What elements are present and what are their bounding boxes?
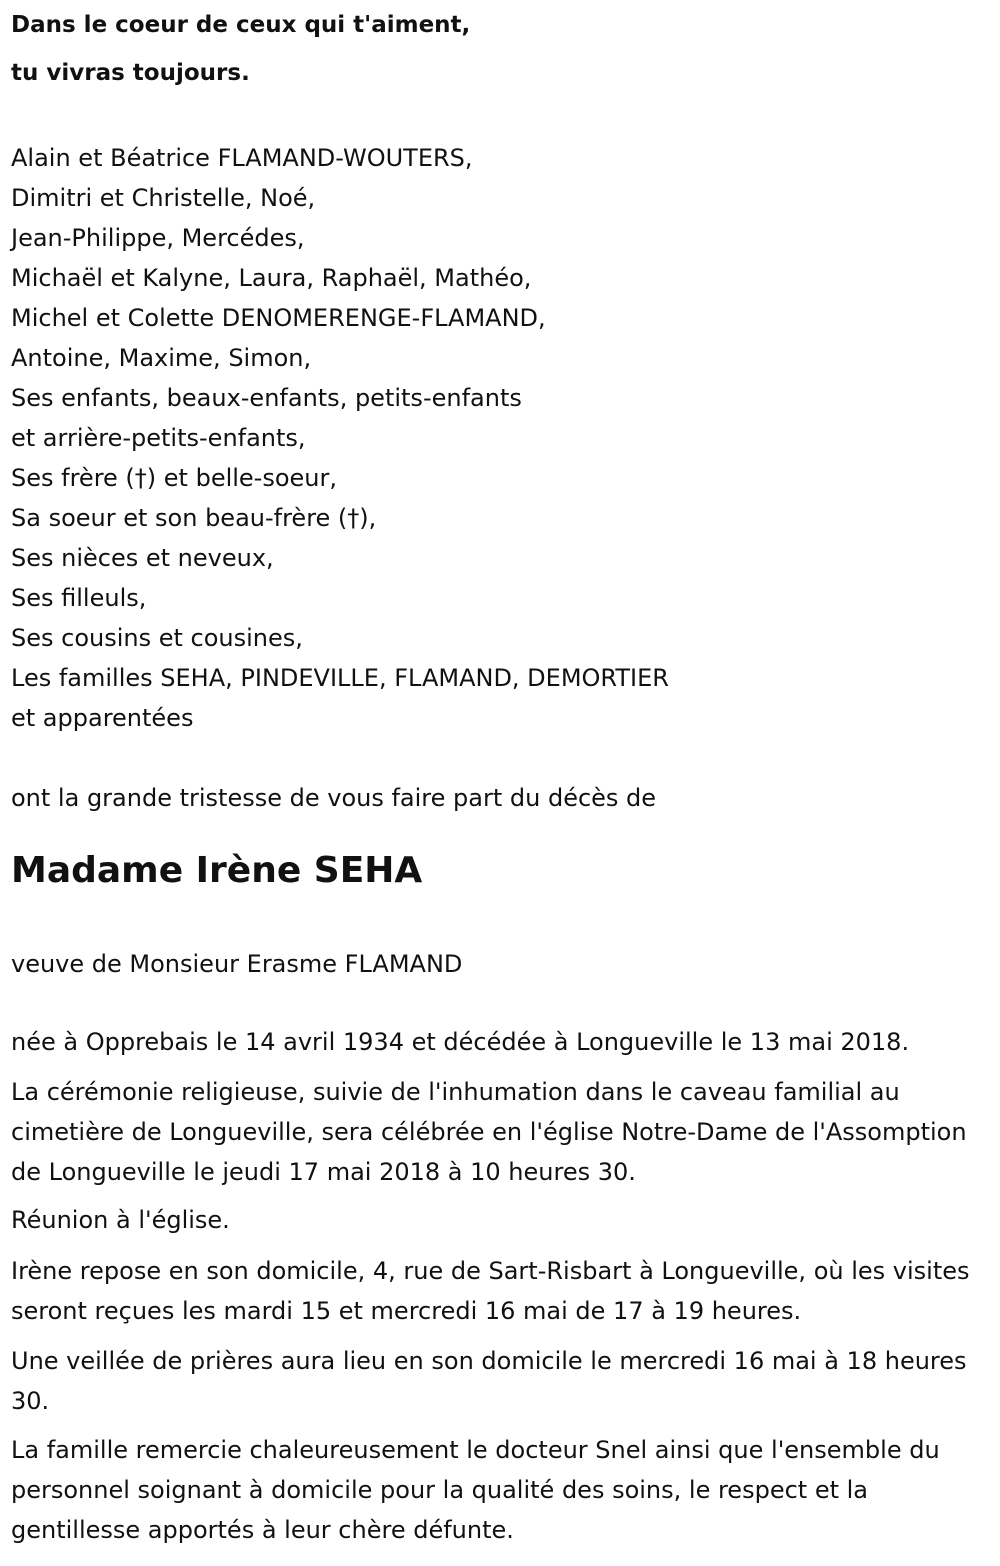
family-line: Ses cousins et cousines, [11,624,303,652]
vigil-paragraph: Une veillée de prières aura lieu en son domicile le mercredi 16 mai à 18 heures 30. [11,1347,967,1415]
family-line: Ses enfants, beaux-enfants, petits-enfants [11,384,522,412]
family-line: Ses filleuls, [11,584,147,612]
epigraph-line-1: Dans le coeur de ceux qui t'aiment, [11,12,471,38]
family-line: Sa soeur et son beau-frère (†), [11,504,377,532]
widow-of: veuve de Monsieur Erasme FLAMAND [11,950,463,978]
deceased-name: Madame Irène SEHA [11,850,423,891]
epigraph-line-2: tu vivras toujours. [11,60,250,86]
ceremony-paragraph: La cérémonie religieuse, suivie de l'inhumation dans le caveau familial au cimetière de Longueville, sera célébrée en l'église Notre-Dame de l'Assomption de Longueville le jeudi 17 mai 2018 à 10 heures 30. [11,1078,967,1186]
family-line: Les familles SEHA, PINDEVILLE, FLAMAND, DEMORTIER [11,664,669,692]
family-line: Antoine, Maxime, Simon, [11,344,312,372]
birth-death-paragraph: née à Opprebais le 14 avril 1934 et décédée à Longueville le 13 mai 2018. [11,1028,910,1056]
meeting-paragraph: Réunion à l'église. [11,1206,230,1234]
family-list [11,138,669,738]
family-line: et apparentées [11,704,194,732]
thanks-paragraph: La famille remercie chaleureusement le docteur Snel ainsi que l'ensemble du personnel soignant à domicile pour la qualité des soins, le respect et la gentillesse apportés à leur chère défunte. [11,1436,940,1544]
family-line: Ses nièces et neveux, [11,544,274,572]
family-line: Alain et Béatrice FLAMAND-WOUTERS, [11,144,473,172]
family-line: et arrière-petits-enfants, [11,424,306,452]
family-line: Michaël et Kalyne, Laura, Raphaël, Mathéo, [11,264,532,292]
resting-paragraph: Irène repose en son domicile, 4, rue de Sart-Risbart à Longueville, où les visites seront reçues les mardi 15 et mercredi 16 mai de 17 à 19 heures. [11,1257,970,1325]
announcement: ont la grande tristesse de vous faire part du décès de [11,784,657,812]
family-line: Michel et Colette DENOMERENGE-FLAMAND, [11,304,546,332]
family-line: Jean-Philippe, Mercédes, [11,224,305,252]
family-line: Dimitri et Christelle, Noé, [11,184,316,212]
family-line: Ses frère (†) et belle-soeur, [11,464,338,492]
